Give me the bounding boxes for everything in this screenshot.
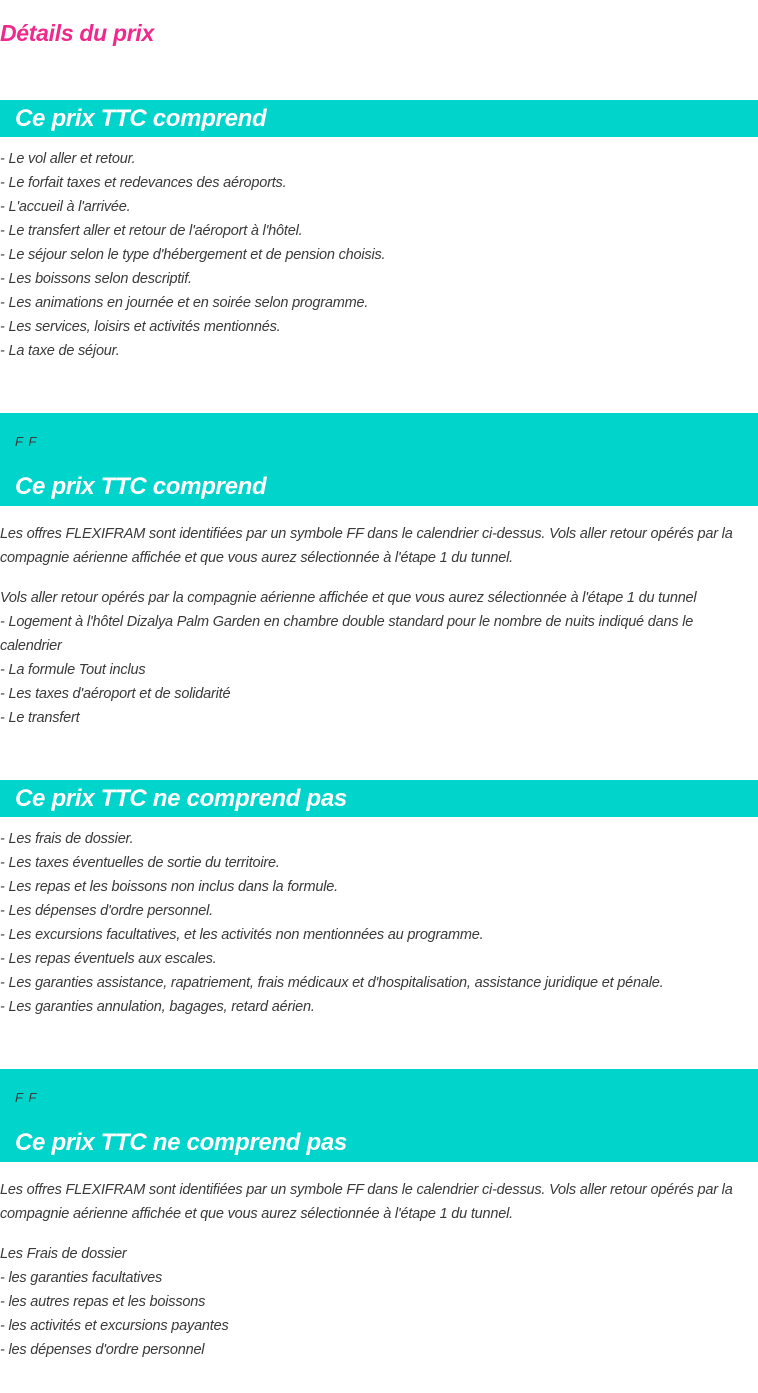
list-item: - Les boissons selon descriptif. — [0, 271, 192, 287]
flexifram-includes-list — [0, 586, 758, 730]
section-heading: Ce prix TTC comprend — [15, 473, 267, 500]
list-item: - Les dépenses d'ordre personnel. — [0, 903, 214, 919]
list-item: - Les repas et les boissons non inclus dans la formule. — [0, 879, 338, 895]
section-heading: Ce prix TTC ne comprend pas — [15, 1129, 347, 1156]
list-item: Vols aller retour opérés par la compagnie aérienne affichée et que vous aurez sélectionnée à l'étape 1 du tunnel — [0, 590, 697, 606]
list-item: - La taxe de séjour. — [0, 343, 120, 359]
list-item: - Les repas éventuels aux escales. — [0, 951, 217, 967]
list-item: - Les taxes éventuelles de sortie du territoire. — [0, 855, 280, 871]
list-item: - Le séjour selon le type d'hébergement et de pension choisis. — [0, 247, 386, 263]
list-item: - Les garanties assistance, rapatriement, frais médicaux et d'hospitalisation, assistance juridique et pénale. — [0, 975, 664, 991]
list-item: - Les garanties annulation, bagages, retard aérien. — [0, 999, 315, 1015]
list-item: - Le forfait taxes et redevances des aéroports. — [0, 175, 287, 191]
section-heading: Ce prix TTC ne comprend pas — [15, 785, 347, 812]
flexifram-intro: Les offres FLEXIFRAM sont identifiées par un symbole FF dans le calendrier ci-dessus. Vols aller retour opérés par la compagnie aérienne affichée et que vous aurez sélectionnée à l'étape 1 du tunnel. — [0, 526, 733, 566]
section-header-includes — [0, 100, 758, 137]
ff-badge: F F — [15, 434, 38, 449]
flexifram-intro: Les offres FLEXIFRAM sont identifiées par un symbole FF dans le calendrier ci-dessus. Vols aller retour opérés par la compagnie aérienne affichée et que vous aurez sélectionnée à l'étape 1 du tunnel. — [0, 1182, 733, 1222]
list-item: - les garanties facultatives — [0, 1270, 163, 1286]
section-heading: Ce prix TTC comprend — [15, 105, 267, 132]
list-item: - Le transfert aller et retour de l'aéroport à l'hôtel. — [0, 223, 303, 239]
section-header-flexifram-includes — [0, 413, 758, 506]
page-title: Détails du prix — [0, 20, 154, 46]
list-item: - Logement à l'hôtel Dizalya Palm Garden en chambre double standard pour le nombre de nuits indiqué dans le calendrier — [0, 614, 694, 654]
list-item: - La formule Tout inclus — [0, 662, 146, 678]
list-item: - Le transfert — [0, 710, 80, 726]
includes-list — [0, 147, 758, 363]
list-item: - les autres repas et les boissons — [0, 1294, 206, 1310]
excludes-list — [0, 827, 758, 1019]
list-item: - Le vol aller et retour. — [0, 151, 136, 167]
list-item: Les Frais de dossier — [0, 1246, 127, 1262]
ff-badge: F F — [15, 1090, 38, 1105]
list-item: - les activités et excursions payantes — [0, 1318, 229, 1334]
list-item: - Les frais de dossier. — [0, 831, 134, 847]
list-item: - les dépenses d'ordre personnel — [0, 1342, 205, 1358]
list-item: - Les taxes d'aéroport et de solidarité — [0, 686, 231, 702]
list-item: - Les animations en journée et en soirée selon programme. — [0, 295, 369, 311]
list-item: - Les excursions facultatives, et les activités non mentionnées au programme. — [0, 927, 484, 943]
list-item: - L'accueil à l'arrivée. — [0, 199, 131, 215]
section-header-flexifram-excludes — [0, 1069, 758, 1162]
list-item: - Les services, loisirs et activités mentionnés. — [0, 319, 281, 335]
flexifram-excludes-list — [0, 1242, 758, 1362]
section-header-excludes — [0, 780, 758, 817]
